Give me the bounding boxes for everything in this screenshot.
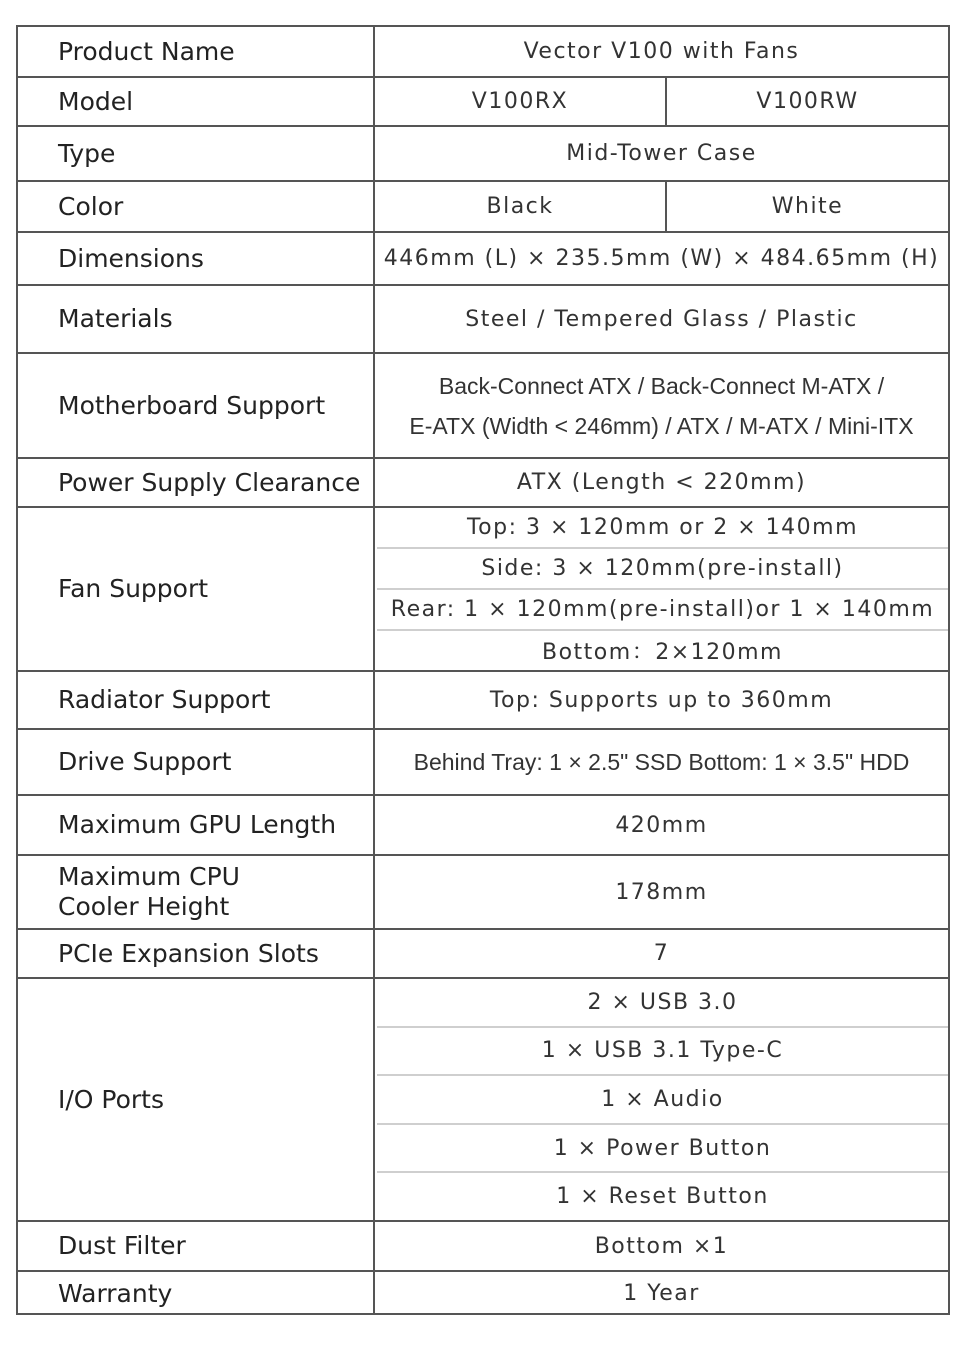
spec-table xyxy=(16,25,950,1315)
row-radiator xyxy=(18,672,948,730)
label-io-ports: I/O Ports xyxy=(18,979,375,1220)
io-usb30: 2 × USB 3.0 xyxy=(377,979,948,1028)
fan-top: Top: 3 × 120mm or 2 × 140mm xyxy=(377,508,948,549)
label-dimensions: Dimensions xyxy=(18,233,375,284)
label-gpu: Maximum GPU Length xyxy=(18,796,375,854)
label-cpu-cooler xyxy=(18,856,375,928)
label-drive: Drive Support xyxy=(18,730,375,794)
io-usb31c: 1 × USB 3.1 Type-C xyxy=(377,1028,948,1077)
row-drive xyxy=(18,730,948,796)
label-warranty: Warranty xyxy=(18,1272,375,1315)
value-dust-filter: Bottom ×1 xyxy=(594,1233,729,1259)
label-color: Color xyxy=(18,182,375,231)
value-materials: Steel / Tempered Glass / Plastic xyxy=(465,306,858,332)
value-motherboard xyxy=(375,354,948,457)
label-dust-filter: Dust Filter xyxy=(18,1222,375,1270)
motherboard-line-2: E-ATX (Width < 246mm) / ATX / M-ATX / Mini-ITX xyxy=(409,412,914,439)
row-fan-support xyxy=(18,508,948,672)
label-radiator: Radiator Support xyxy=(18,672,375,728)
fan-rear: Rear: 1 × 120mm(pre-install)or 1 × 140mm xyxy=(377,590,948,631)
label-pcie: PCIe Expansion Slots xyxy=(18,930,375,977)
value-color-black: Black xyxy=(375,182,667,231)
label-cpu-line-1: Maximum CPU xyxy=(58,862,240,891)
label-product-name: Product Name xyxy=(18,27,375,76)
row-warranty xyxy=(18,1272,948,1315)
io-reset-button: 1 × Reset Button xyxy=(556,1184,769,1210)
value-dimensions: 446mm (L) × 235.5mm (W) × 484.65mm (H) xyxy=(383,246,940,271)
row-gpu xyxy=(18,796,948,856)
label-model: Model xyxy=(18,78,375,125)
row-cpu-cooler xyxy=(18,856,948,930)
value-drive: Behind Tray: 1 × 2.5" SSD Bottom: 1 × 3.5" HDD xyxy=(413,748,910,775)
fan-side: Side: 3 × 120mm(pre-install) xyxy=(377,549,948,590)
value-radiator: Top: Supports up to 360mm xyxy=(489,687,834,713)
value-psu: ATX (Length < 220mm) xyxy=(516,470,807,495)
value-color-white: White xyxy=(771,194,844,219)
row-product-name xyxy=(18,27,948,78)
label-materials: Materials xyxy=(18,286,375,352)
row-materials xyxy=(18,286,948,354)
row-motherboard xyxy=(18,354,948,459)
row-model xyxy=(18,78,948,127)
value-warranty: 1 Year xyxy=(623,1281,700,1306)
motherboard-line-1: Back-Connect ATX / Back-Connect M-ATX / xyxy=(438,372,885,399)
io-audio: 1 × Audio xyxy=(377,1076,948,1125)
row-io-ports xyxy=(18,979,948,1222)
row-type xyxy=(18,127,948,182)
label-cpu-line-2: Cooler Height xyxy=(58,892,230,921)
row-pcie xyxy=(18,930,948,979)
io-ports-list xyxy=(375,979,948,1220)
label-motherboard: Motherboard Support xyxy=(18,354,375,457)
label-psu: Power Supply Clearance xyxy=(18,459,375,506)
row-dimensions xyxy=(18,233,948,286)
fan-bottom: Bottom：2×120mm xyxy=(542,640,783,665)
label-type: Type xyxy=(18,127,375,180)
value-model-rx: V100RX xyxy=(375,78,667,125)
value-product-name: Vector V100 with Fans xyxy=(523,39,800,64)
value-pcie: 7 xyxy=(653,941,670,966)
value-cpu-cooler: 178mm xyxy=(615,879,708,905)
value-type: Mid-Tower Case xyxy=(566,141,757,166)
row-color xyxy=(18,182,948,233)
io-power-button: 1 × Power Button xyxy=(377,1125,948,1174)
row-psu xyxy=(18,459,948,508)
label-fan-support: Fan Support xyxy=(18,508,375,670)
value-gpu: 420mm xyxy=(615,812,708,838)
fan-support-list xyxy=(375,508,948,670)
value-model-rw: V100RW xyxy=(756,89,859,114)
row-dust-filter xyxy=(18,1222,948,1272)
